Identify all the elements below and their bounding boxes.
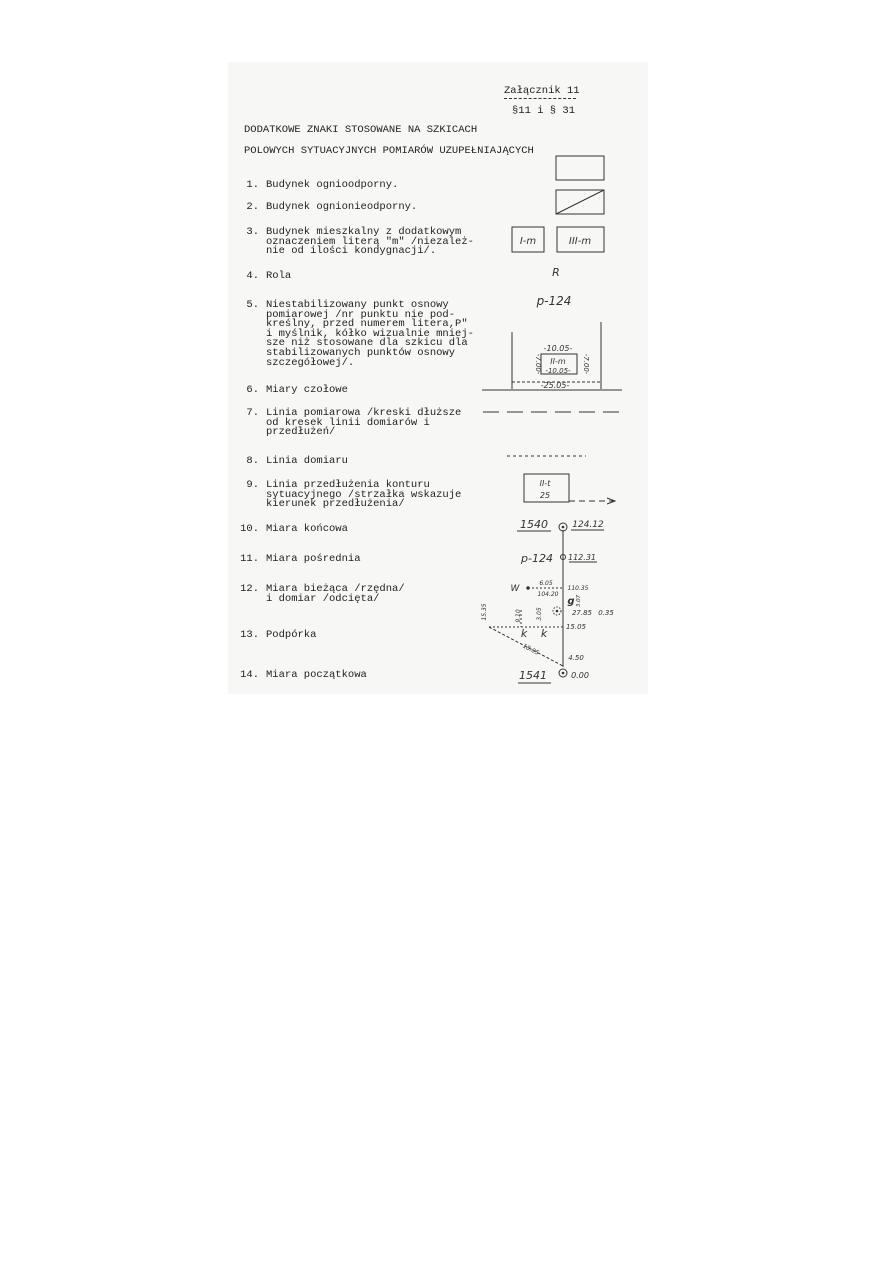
start-offset-value: 4.50 — [568, 654, 584, 662]
item-text-line: sytuacyjnego /strzałka wskazuje — [266, 488, 462, 501]
title-line-2: POLOWYCH SYTUACYJNYCH POMIARÓW UZUPEŁNIAJĄCYCH — [244, 145, 534, 157]
item-number: 11. — [240, 553, 259, 565]
item-text-line: od kresek linii domiarów i — [266, 416, 430, 429]
support-point-k2: k — [540, 627, 548, 640]
end-measure-value: 124.12 — [572, 520, 604, 530]
item-number: 13. — [240, 629, 259, 641]
item-number: 10. — [240, 523, 259, 535]
support-measure-d: 15.05 — [565, 623, 587, 631]
item-text-line: kreślny, przed numerem litera,P" — [266, 318, 468, 331]
item-number: 2. — [246, 201, 259, 213]
start-station-number: 1541 — [519, 669, 547, 682]
item-text-line: kierunek przedłużenia/ — [266, 498, 405, 511]
non-fireproof-building-symbol — [556, 190, 604, 214]
item-text-line: Miara bieżąca /rzędna/ — [266, 583, 405, 595]
item-text-line: Linia domiaru — [266, 455, 348, 467]
item-number: 12. — [240, 583, 259, 595]
item-number: 4. — [246, 270, 259, 282]
item-text-line: Linia przedłużenia konturu — [266, 479, 430, 491]
running-measure-a: 110.35 — [567, 585, 589, 592]
item-text-line: nie od ilości kondygnacji/. — [266, 245, 437, 258]
frontal-left-dimension: -7.00- — [534, 353, 542, 375]
arable-land-symbol: R — [552, 266, 560, 279]
residential-single-label: I-m — [519, 236, 537, 247]
item-number: 9. — [246, 479, 259, 491]
frontal-inner-label: II-m — [550, 357, 566, 366]
frontal-right-dimension: -7.00- — [582, 353, 590, 375]
point-g-label: g — [567, 596, 575, 607]
item-number: 5. — [246, 299, 259, 311]
support-measure-b: 9.10 — [515, 609, 522, 623]
item-text-line: sze niż stosowane dla szkicu dla — [266, 337, 468, 350]
item-number: 1. — [246, 179, 259, 191]
item-number: 14. — [240, 669, 259, 681]
contour-label-top: II-t — [539, 479, 551, 488]
item-text-line: i myślnik, kółko wizualnie mniej- — [266, 327, 474, 340]
contour-extension-symbol — [524, 474, 615, 504]
item-text-line: Miary czołowe — [266, 384, 348, 396]
residential-multi-label: III-m — [568, 236, 592, 247]
frontal-bottom-dimension: -25.05- — [540, 381, 570, 390]
point-g-offset: 3.07 — [576, 594, 582, 608]
item-text-line: Podpórka — [266, 629, 317, 641]
unstabilized-point-label: p-124 — [536, 294, 572, 308]
attachment-label: Załącznik 11 — [504, 85, 580, 97]
frontal-top-dimension: -10.05- — [543, 344, 573, 353]
item-number: 6. — [246, 384, 259, 396]
item-text-line: Budynek ognionieodporny. — [266, 201, 418, 213]
fireproof-building-symbol — [556, 156, 604, 180]
running-measure-b: 104.20 — [537, 591, 559, 598]
offset-value-b: 0.35 — [598, 609, 614, 617]
item-text-line: przedłużeń/ — [266, 426, 336, 439]
section-reference: §11 i § 31 — [512, 105, 576, 117]
item-text-line: Miara początkowa — [266, 669, 367, 681]
frontal-measurements-symbol — [482, 322, 622, 390]
item-text-line: szczegółowej/. — [266, 356, 355, 369]
item-text-line: Miara końcowa — [266, 523, 348, 535]
frontal-inner-bottom-dimension: -10.05- — [545, 367, 571, 375]
offset-point-w: W — [510, 584, 520, 594]
item-text-line: oznaczeniem literą "m" /niezależ- — [266, 235, 474, 248]
item-number: 7. — [246, 407, 259, 419]
item-text-line: Niestabilizowany punkt osnowy — [266, 299, 449, 311]
offset-value: 6.05 — [539, 580, 553, 587]
item-text-line: Budynek mieszkalny z dodatkowym — [266, 226, 462, 238]
item-text-line: Budynek ognioodporny. — [266, 179, 399, 191]
intermediate-measure-value: 112.31 — [568, 553, 596, 562]
intermediate-point-label: p-124 — [521, 552, 553, 565]
contour-label-bottom: 25 — [539, 491, 551, 500]
end-station-number: 1540 — [520, 518, 548, 531]
item-text-line: Linia pomiarowa /kreski dłuższe — [266, 407, 462, 419]
start-measure-zero: 0.00 — [571, 671, 589, 680]
support-measure-a: 15.35 — [481, 603, 488, 621]
item-text-line: Rola — [266, 270, 292, 282]
item-number: 3. — [246, 226, 259, 238]
running-measure-c: 27.85 — [571, 609, 593, 617]
item-text-line: i domiar /odcięta/ — [266, 592, 380, 605]
item-text-line: Miara pośrednia — [266, 553, 361, 565]
support-measure-c: 3.05 — [536, 607, 543, 621]
item-text-line: pomiarowej /nr punktu nie pod- — [266, 308, 456, 321]
support-measure-e: 18.05 — [521, 642, 540, 657]
item-text-line: stabilizowanych punktów osnowy — [266, 347, 456, 359]
item-number: 8. — [246, 455, 259, 467]
title-line-1: DODATKOWE ZNAKI STOSOWANE NA SZKICACH — [244, 124, 478, 136]
support-point-k1: k — [520, 627, 528, 640]
